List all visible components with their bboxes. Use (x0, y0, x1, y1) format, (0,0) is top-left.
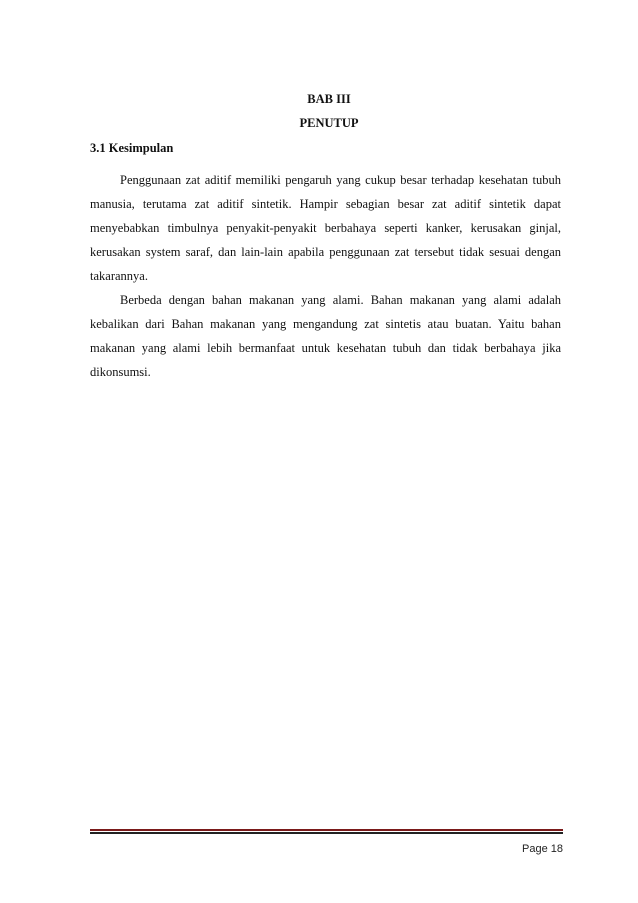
section-heading: 3.1 Kesimpulan (90, 141, 174, 155)
paragraph: Berbeda dengan bahan makanan yang alami. Bahan makanan yang alami adalah kebalikan dari Bahan makanan yang mengandung zat sintetis atau buatan. Yaitu bahan makanan yang alami lebih bermanfaat untuk kesehatan tubuh dan tidak berbahaya jika dikonsumsi. (90, 293, 561, 379)
paragraph: Penggunaan zat aditif memiliki pengaruh yang cukup besar terhadap kesehatan tubuh manusia, terutama zat aditif sintetik. Hampir sebagian besar zat aditif sintetik dapat menyebabkan timbulnya penyakit-penyakit berbahaya seperti kanker, kerusakan ginjal, kerusakan system saraf, dan lain-lain apabila penggunaan zat tersebut tidak sesuai dengan takarannya. (90, 173, 561, 283)
chapter-number: BAB III (307, 92, 351, 106)
footer-rule (90, 829, 563, 835)
chapter-title: PENUTUP (299, 116, 359, 130)
body-text (90, 168, 561, 384)
page-number: Page 18 (522, 843, 563, 855)
